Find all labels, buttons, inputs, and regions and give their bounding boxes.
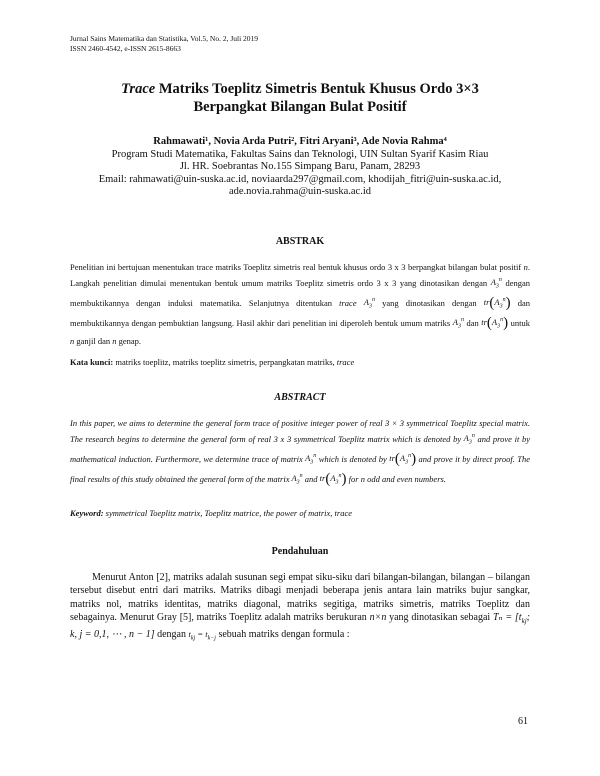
author-block xyxy=(60,136,540,199)
journal-issn: ISSN 2460-4542, e-ISSN 2615-8663 xyxy=(70,44,181,53)
abstrak-body: Penelitian ini bertujuan menentukan trace matriks Toeplitz simetris real bentuk khusus ordo 3 x 3 berpangkat bilangan bulat positif n. Langkah penelitian dimulai menentukan bentuk umum matriks Toeplitz simetris ordo 3 x 3 yang dinotasikan dengan $A_3^n$ dengan membuktikannya dengan induksi matematika. Selanjutnya ditentukan trace $A_3^n$ yang dinotasikan dengan $tr(A_3^n)$ dan membuktikannya dengan pembuktian langsung. Hasil akhir dari penelitian ini diperoleh bentuk umum matriks $A_3^n$ dan $tr(A_3^n)$ untuk n ganjil dan n genap. xyxy=(70,262,531,346)
math-tr-A3n: $tr(A_3^n)$ xyxy=(481,315,509,332)
math-Tn-definition: $T_n = [t_{kj}$; k, j = 0,1, ⋯ , n − 1] xyxy=(70,611,530,641)
email-line1: Email: rahmawati@uin-suska.ac.id, noviaarda297@gmail.com, khodijah_fitri@uin-suska.ac.id, xyxy=(98,173,502,185)
kata-kunci: Kata kunci: matriks toeplitz, matriks toeplitz simetris, perpangkatan matriks, trace xyxy=(70,357,355,367)
journal-citation: Jurnal Sains Matematika dan Statistika, Vol.5, No. 2, Juli 2019 xyxy=(70,34,259,43)
pendahuluan-body: Menurut Anton [2], matriks adalah susunan segi empat siku-siku dari bilangan-bilangan, bilangan – bilangan tersebut disebut entri dari matriks. Matriks dibagi menjadi beberapa jenis antara lain matriks bujur sangkar, matriks nol, matriks identitas, matriks diagonal, matriks segitiga, matriks simetris, matriks Toeplitz dan sebagainya. Menurut Gray [5], matriks Toeplitz adalah matriks berukuran n×n yang dinotasikan sebagai $T_n = [t_{kj}$; k, j = 0,1, ⋯ , n − 1] dengan $t_{kj} = t_{k-j}$ sebuah matriks dengan formula : xyxy=(70,572,530,642)
journal-header xyxy=(70,34,258,54)
keyword-line: Keyword: symmetrical Toeplitz matrix, Toeplitz matrice, the power of matrix, trace xyxy=(70,508,352,518)
math-tr-A3n: $tr(A_3^n)$ xyxy=(483,295,511,312)
abstrak-heading: ABSTRAK xyxy=(275,236,325,247)
author-names: Rahmawati¹, Novia Arda Putri², Fitri Aryani³, Ade Novia Rahma⁴ xyxy=(153,136,447,147)
abstract-body: In this paper, we aims to determine the general form trace of positive integer power of real 3 × 3 symmetrical Toeplitz special matrix. The research begins to determine the general form of real 3 x 3 symmetrical Toeplitz matrix which is denoted by $A_3^n$ and prove it by mathematical induction. Furthermore, we determine trace of matrix $A_3^n$ which is denoted by $tr(A_3^n)$ and prove it by direct proof. The final results of this study obtained the general form of the matrix $A_3^n$ and $tr(A_3^n)$ for n odd and even numbers. xyxy=(70,418,531,488)
math-A3n: $A_3^n$ xyxy=(291,473,303,487)
math-A3n: $A_3^n$ xyxy=(363,297,375,311)
pendahuluan-heading: Pendahuluan xyxy=(271,546,329,557)
math-A3n: $A_3^n$ xyxy=(490,277,502,291)
math-tr-A3n: $tr(A_3^n)$ xyxy=(389,451,417,468)
title-italic-word: Trace xyxy=(121,81,156,97)
affiliation: Program Studi Matematika, Fakultas Sains dan Teknologi, UIN Sultan Syarif Kasim Riau xyxy=(111,148,489,160)
address: Jl. HR. Soebrantas No.155 Simpang Baru, Panam, 28293 xyxy=(179,161,421,172)
abstract-heading: ABSTRACT xyxy=(274,392,326,403)
email-line2: ade.novia.rahma@uin-suska.ac.id xyxy=(228,186,372,197)
math-A3n: $A_3^n$ xyxy=(463,433,475,447)
math-A3n: $A_3^n$ xyxy=(452,317,464,331)
math-A3n: $A_3^n$ xyxy=(305,453,317,467)
title-line2: Berpangkat Bilangan Bulat Positif xyxy=(193,99,407,115)
title-line1: Matriks Toeplitz Simetris Bentuk Khusus Ordo 3×3 xyxy=(155,81,479,97)
page-number: 61 xyxy=(518,716,528,727)
math-tkj-equation: $t_{kj} = t_{k-j}$ xyxy=(188,629,216,642)
math-tr-A3n: $tr(A_3^n)$ xyxy=(319,471,347,488)
paper-title xyxy=(60,80,540,116)
